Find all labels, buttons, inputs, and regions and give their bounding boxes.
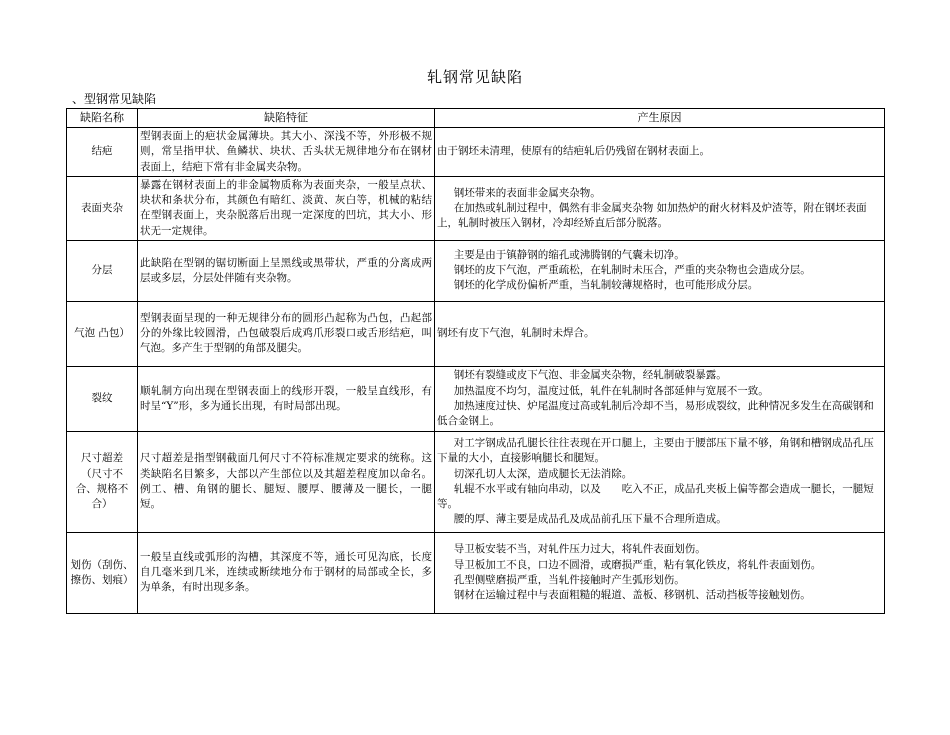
defect-name-line: 尺寸超差 [81, 452, 123, 465]
defect-name-line: 划伤（刮伤、 [70, 558, 134, 571]
header-defect-name: 缺陷名称 [67, 109, 138, 128]
defect-name-line: 气泡 凸包） [74, 327, 130, 340]
cause-line: 钢坯的皮下气泡，严重疏松，在轧制时未压合，严重的夹杂物也会造成分层。 [453, 264, 811, 277]
cause-cell [435, 301, 885, 366]
defects-table [66, 108, 885, 614]
cause-cell [435, 431, 885, 532]
table-row [67, 240, 885, 301]
cause-line: 钢坯带来的表面非金属夹杂物。 [453, 186, 601, 199]
defect-feature-cell: 型钢表面上的疤状金属薄块。其大小、深浅不等，外形极不规则，常呈指甲状、鱼鳞状、块状、舌头状无规律地分布在钢材表面上，结疤下常有非金属夹杂物。 [138, 128, 435, 177]
cause-cell [435, 240, 885, 301]
table-row [67, 301, 885, 366]
cause-line: 由于钢坯未清理，使原有的结疤轧后仍残留在钢材表面上。 [437, 145, 710, 158]
table-row [67, 431, 885, 532]
defect-name-line: 合、规格不 [75, 482, 129, 495]
table-row [67, 366, 885, 431]
defect-name-cell [67, 177, 138, 241]
defect-name-line: 结疤 [91, 145, 113, 158]
defect-name-line: 分层 [91, 264, 113, 277]
cause-line: 在加热或轧制过程中，偶然有非金属夹杂物 如加热炉的耐火材料及炉渣等，附在钢坯表面上，轧制时被压入钢材，冷却经矫直后部分脱落。 [437, 201, 867, 230]
document-title: 轧钢常见缺陷 [426, 68, 523, 86]
cause-line: 腰的厚、薄主要是成品孔及成品前孔压下量不合理所造成。 [453, 513, 727, 526]
cause-line: 主要是由于镇静钢的缩孔或沸腾钢的气囊未切净。 [453, 249, 685, 262]
cause-cell [435, 128, 885, 177]
cause-line: 切深孔切人太深，造成腿长无法消除。 [453, 467, 633, 480]
defect-feature-cell: 尺寸超差是指型钢截面几何尺寸不符标准规定要求的统称。这类缺陷名目繁多，大部以产生部位以及其超差程度加以命名。例工、槽、角钢的腿长、腿短、腰厚、腰薄及一腿长，一腿短。 [138, 431, 435, 532]
cause-line: 钢材在运输过程中与表面粗糙的辊道、盖板、移钢机、活动挡板等接触划伤。 [453, 589, 811, 602]
defect-feature-cell: 此缺陷在型钢的锯切断面上呈黑线或黑带状，严重的分离成两层或多层，分层处伴随有夹杂物。 [138, 240, 435, 301]
table-header-row [67, 109, 885, 128]
cause-cell [435, 532, 885, 613]
cause-line: 导卫板加工不良，口边不圆滑，或磨损严重，粘有氧化铁皮，将轧件表面划伤。 [453, 558, 822, 571]
cause-line: 钢坯有裂缝或皮下气泡、非金属夹杂物，经轧制破裂暴露。 [453, 369, 727, 382]
defect-name-cell [67, 240, 138, 301]
cause-line: 加热速度过快、炉尾温度过高或轧制后冷却不当，易形成裂纹，此种情况多发生在高碳钢和低合金钢上。 [437, 399, 874, 428]
defect-name-cell [67, 532, 138, 613]
defect-feature-cell: 型钢表面呈现的一种无规律分布的圆形凸起称为凸包，凸起部分的外缘比较圆滑，凸包破裂后成鸡爪形裂口或舌形结疤，叫气泡。多产生于型钢的角部及腿尖。 [138, 301, 435, 366]
defect-name-line: 擦伤、划痕） [70, 573, 134, 586]
header-cause: 产生原因 [435, 109, 885, 128]
defect-name-line: 裂纹 [91, 392, 113, 405]
defect-name-line: （尺寸不 [81, 467, 123, 480]
defect-name-cell [67, 366, 138, 431]
section-heading: 、型钢常见缺陷 [72, 92, 157, 106]
defect-name-cell [67, 128, 138, 177]
cause-cell [435, 366, 885, 431]
defect-name-cell [67, 301, 138, 366]
table-row [67, 128, 885, 177]
header-defect-feature: 缺陷特征 [138, 109, 435, 128]
defect-feature-cell: 暴露在钢材表面上的非金属物质称为表面夹杂，一般呈点状、块状和条状分布，其颜色有暗红、淡黄、灰白等，机械的粘结在型钢表面上，夹杂脱落后出现一定深度的凹坑，其大小、形状无一定规律。 [138, 177, 435, 241]
table-row [67, 177, 885, 241]
defect-feature-cell: 顺轧制方向出现在型钢表面上的线形开裂，一般呈直线形，有时呈“Y”形，多为通长出现，有时局部出现。 [138, 366, 435, 431]
cause-line: 钢坯有皮下气泡，轧制时未焊合。 [437, 327, 595, 340]
cause-line: 孔型侧壁磨损严重，当轧件接触时产生弧形划伤。 [453, 573, 685, 586]
cause-line: 钢坯的化学成份偏析严重，当轧制较薄规格时，也可能形成分层。 [453, 279, 759, 292]
defect-feature-cell: 一般呈直线或弧形的沟槽，其深度不等，通长可见沟底，长度自几毫米到几米，连续或断续地分布于钢材的局部或全长，多为单条，有时出现多条。 [138, 532, 435, 613]
cause-cell [435, 177, 885, 241]
defect-name-line: 表面夹杂 [81, 201, 123, 214]
defect-name-cell [67, 431, 138, 532]
cause-line: 对工字钢成品孔腿长往往表现在开口腿上，主要由于腰部压下量不够，角钢和槽钢成品孔压下量的大小，直接影响腿长和腿短。 [437, 437, 874, 465]
cause-line: 加热温度不均匀，温度过低，轧件在轧制时各部延伸与宽展不一致。 [453, 384, 769, 397]
table-row [67, 532, 885, 613]
cause-line: 轧辊不水平或有轴向串动，以及 吃入不正，成品孔夹板上偏等都会造成一腿长，一腿短等。 [437, 482, 874, 511]
cause-line: 导卫板安装不当，对轧件压力过大，将轧件表面划伤。 [453, 543, 706, 556]
defect-name-line: 合） [91, 498, 113, 511]
